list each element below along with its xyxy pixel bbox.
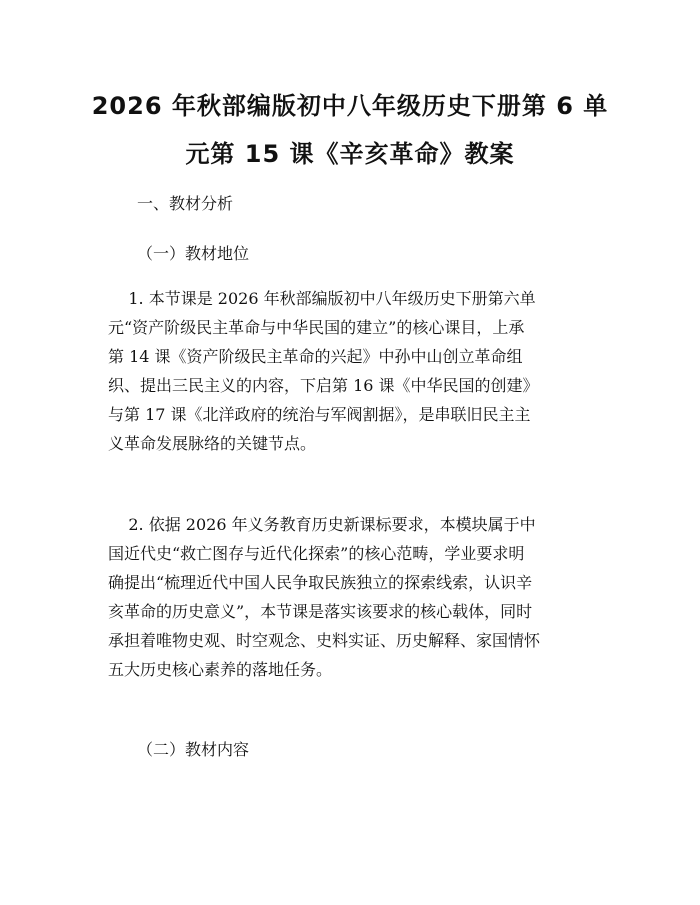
document-title-line-1: 2026 年秋部编版初中八年级历史下册第 6 单 <box>91 92 609 120</box>
paragraph-line: 义革命发展脉络的关键节点。 <box>108 434 317 453</box>
paragraph-line: 承担着唯物史观、时空观念、史料实证、历史解释、家国情怀 <box>108 631 541 650</box>
subsection-heading-status: （一）教材地位 <box>137 244 250 263</box>
paragraph-line: 1. 本节课是 2026 年秋部编版初中八年级历史下册第六单 <box>108 289 536 308</box>
subsection-heading-content: （二）教材内容 <box>137 740 250 759</box>
paragraph-line: 国近代史“救亡图存与近代化探索”的核心范畴，学业要求明 <box>108 544 525 563</box>
document-title-line-2: 元第 15 课《辛亥革命》教案 <box>185 140 515 168</box>
paragraph-line: 织、提出三民主义的内容，下启第 16 课《中华民国的创建》 <box>108 376 539 395</box>
paragraph-line: 确提出“梳理近代中国人民争取民族独立的探索线索，认识辛 <box>108 573 533 592</box>
paragraph-2 <box>108 510 608 684</box>
section-heading-analysis: 一、教材分析 <box>137 194 234 213</box>
paragraph-line: 与第 17 课《北洋政府的统治与军阀割据》，是串联旧民主主 <box>108 405 531 424</box>
paragraph-line: 五大历史核心素养的落地任务。 <box>108 660 333 679</box>
paragraph-line: 元“资产阶级民主革命与中华民国的建立”的核心课目，上承 <box>108 318 525 337</box>
paragraph-line: 亥革命的历史意义”，本节课是落实该要求的核心载体，同时 <box>108 602 533 621</box>
paragraph-line: 第 14 课《资产阶级民主革命的兴起》中孙中山创立革命组 <box>108 347 523 366</box>
paragraph-1 <box>108 284 608 458</box>
paragraph-line: 2. 依据 2026 年义务教育历史新课标要求，本模块属于中 <box>108 515 536 534</box>
